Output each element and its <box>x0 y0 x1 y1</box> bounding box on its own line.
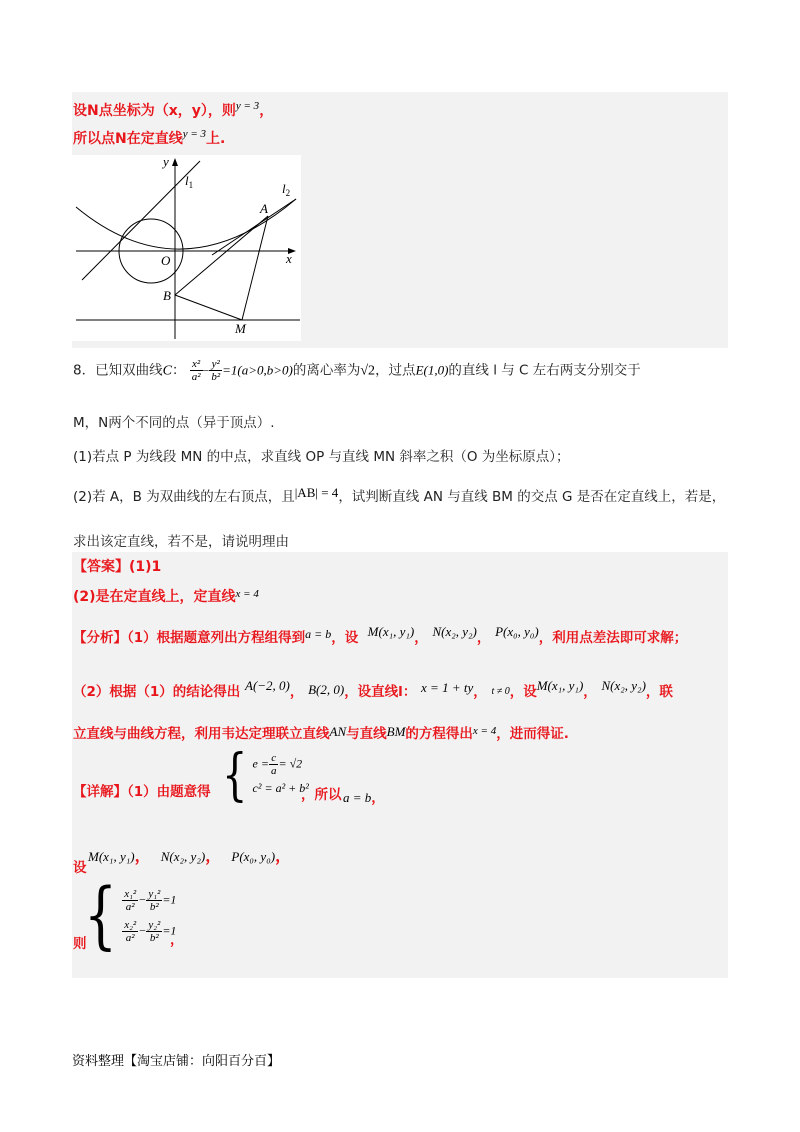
detail-so: ，所以 <box>301 787 342 803</box>
label-B: B <box>163 288 171 303</box>
geometry-figure <box>72 155 301 341</box>
analysis-line-3: 立直线与曲线方程，利用韦达定理联立直线AN与直线BM的方程得出$^{x = 4}$，进而得证. <box>73 724 569 742</box>
system-eq-1: e = $\frac{c}{a}$ = √2 <box>252 752 303 777</box>
analysis-line-1: 【分析】（1）根据题意列出方程组得到a = b，设 M(x₁, y₁)， N(x₂, y₂)， P(x₀, y₀)，利用点差法即可求解； <box>73 624 688 646</box>
prev-line-1: 设N点坐标为（x，y），则$^{y = 3}$， <box>73 100 274 119</box>
problem-question-1: (1)若点 P 为线段 MN 的中点，求直线 OP 与直线 MN 斜率之积（O 为坐标原点）； <box>73 449 570 465</box>
detail-so-math: a = b， <box>343 790 385 806</box>
detail-system-1 <box>222 743 309 808</box>
detail-then-label: 则 <box>73 936 87 952</box>
label-y: y <box>163 155 169 169</box>
detail-then-comma: ， <box>170 932 184 948</box>
detail-system-2 <box>84 874 177 958</box>
analysis-line-2: （2）根据（1）的结论得出 A(−2, 0)， B(2, 0)，设直线l： x = 1 + ty， t ≠ 0，设M(x₁, y₁)， N(x₂, y₂)，联 <box>73 678 673 700</box>
system-2-eq-1: $\frac{\text{x₁²}}{\text{a²}}$ − $\frac{\text{y₁²}}{\text{b²}}$ =1 <box>124 888 177 913</box>
system-eq-2: c² = a² + b² <box>252 781 309 795</box>
prev-line-2: 所以点N在定直线$^{y = 3}$上. <box>73 128 226 147</box>
page-footer: 资料整理【淘宝店铺：向阳百分百】 <box>72 1054 281 1069</box>
label-x: x <box>286 251 292 266</box>
detail-set-label: 设 <box>73 860 87 876</box>
answer-line-2: (2)是在定直线上，定直线$^{x = 4}$ <box>73 588 259 605</box>
detail-set-points: M(x₁, y₁)， N(x₂, y₂)， P(x₀, y₀)， <box>88 846 292 865</box>
label-O: O <box>161 253 171 268</box>
label-l1: $l_1$ <box>185 173 194 190</box>
answer-label: 【答案】(1)1 <box>73 559 162 575</box>
label-l2: $l_2$ <box>282 181 291 198</box>
label-M: M <box>235 321 246 336</box>
system-2-brace: { <box>84 874 118 958</box>
label-A: A <box>260 201 268 216</box>
problem-question-2: (2)若 A，B 为双曲线的左右顶点，且|AB| = 4，试判断直线 AN 与直线 BM 的交点 G 是否在定直线上，若是， <box>73 485 726 505</box>
problem-stem-line-2: M，N两个不同的点（异于顶点）. <box>73 415 275 431</box>
system-2-eq-2: $\frac{\text{x₂²}}{\text{a²}}$ − $\frac{\text{y₂²}}{\text{b²}}$ =1 <box>124 919 177 944</box>
problem-stem-line-1: 8．已知双曲线C： $\frac{\text{x²}}{\text{a²}}$ − $\frac{\text{y²}}{\text{b²}}$ =1(a>0,b>0)的离心率为√2，过点E(1,0)的直线 l 与 C 左右两支分别交于 <box>73 358 641 383</box>
system-brace: { <box>222 743 248 808</box>
problem-question-2-cont: 求出该定直线，若不是，请说明理由 <box>73 534 289 550</box>
detail-label: 【详解】（1）由题意得 <box>73 784 211 800</box>
